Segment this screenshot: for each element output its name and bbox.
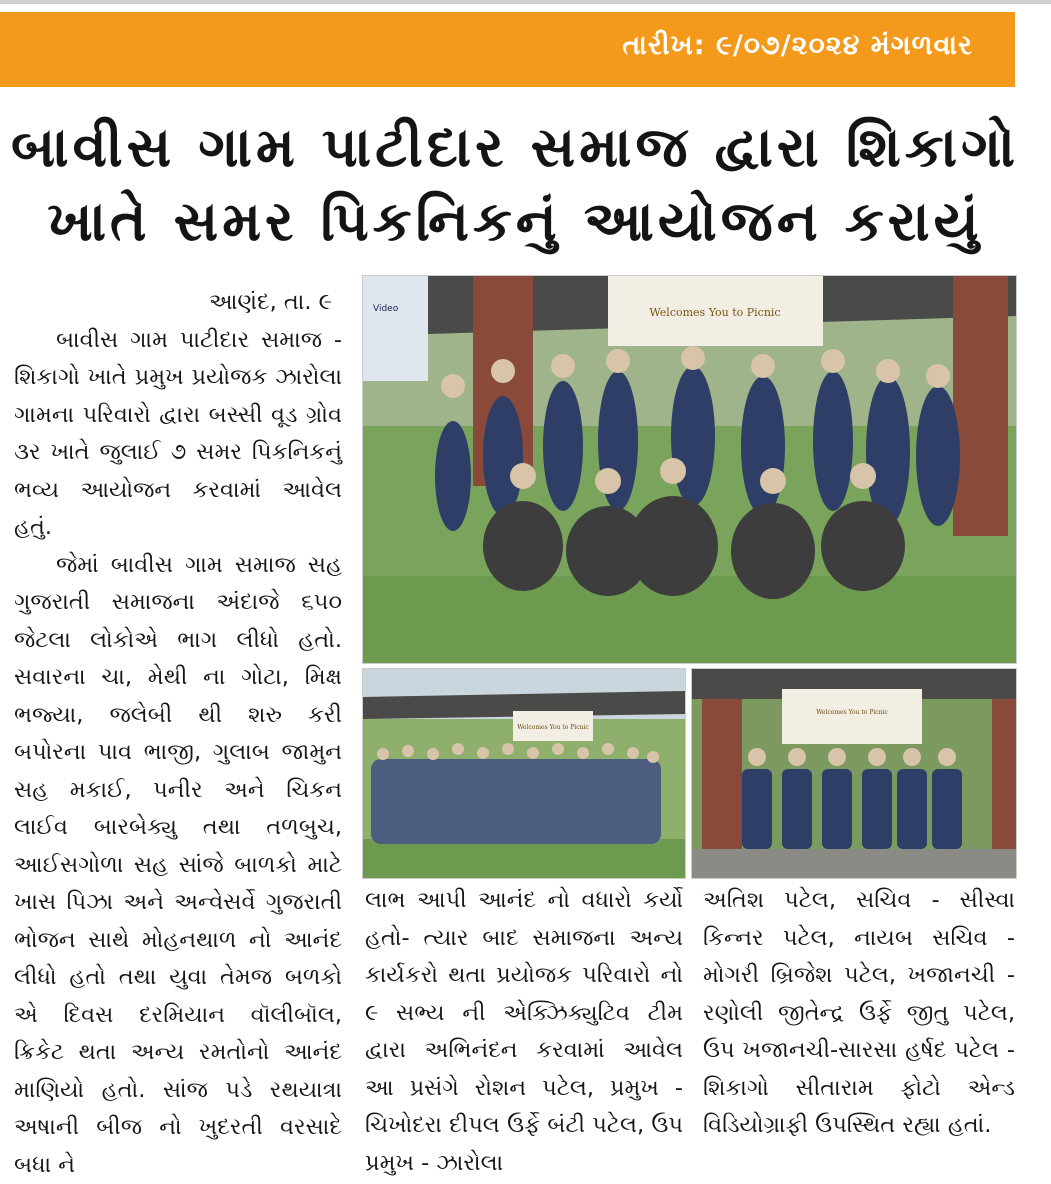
article-paragraph-1: બાવીસ ગામ પાટીદાર સમાજ - શિકાગો ખાતે પ્રમુખ પ્રયોજક ઝારોલા ગામના પરિવારો દ્વારા બસ્સી વૂડ ગ્રોવ ૩ર ખાતે જુલાઈ ૭ સમર પિકનિકનું ભવ્ય આયોજન કરવામાં આવેલ હતું.	[14, 326, 342, 540]
article-column-3-text: અતિશ પટેલ, સચિવ - સીસ્વા કિન્નર પટેલ, નાયબ સચિવ - મોગરી બ્રિજેશ પટેલ, ખજાનચી - રણોલી જીતેન્દ્ર ઉર્ફે જીતુ પટેલ, ઉપ ખજાનચી-સારસા હર્ષદ પટેલ - શિકાગો સીતારામ ફોટો એન્ડ વિડિયોગ્રાફી ઉપસ્થિત રહ્યા હતાં.	[703, 887, 1015, 1138]
article-column-3	[703, 882, 1015, 1145]
main-banner-text: Welcomes You to Picnic	[649, 306, 781, 319]
headline	[0, 110, 1030, 258]
headline-line-2: ખાતે સમર પિકનિકનું આયોજન કરાયું	[47, 189, 983, 253]
publication-date: તારીખ: ૯/૦૭/૨૦૨૪ મંગળવાર	[622, 30, 973, 61]
date-banner	[0, 12, 1015, 87]
crowd-photo	[362, 668, 686, 879]
dateline: આણંદ, તા. ૯	[208, 289, 332, 315]
committee-photo	[691, 668, 1017, 879]
article-column-2	[365, 882, 683, 1182]
left-banner-text: Welcomes You to Picnic	[517, 724, 589, 731]
article-paragraph-2: જેમાં બાવીસ ગામ સમાજ સહ ગુજરાતી સમાજના અંદાજે ૬૫૦ જેટલા લોકોએ ભાગ લીધો હતો. સવારના ચા, મેથી ના ગોટા, મિક્ષ ભજ્યા, જલેબી થી શરુ કરી બપોરના પાવ ભાજી, ગુલાબ જામુન સહ મકાઈ, પનીર અને ચિકન લાઈવ બારબેક્યુ તથા તળબુચ, આઈસગોળા સહ સાંજે બાળકો માટે ખાસ પિઝા અને અન્વેસર્વે ગુજરાતી ભોજન સાથે મોહનથાળ નો આનંદ લીધો હતો તથા યુવા તેમજ બળકો એ દિવસ દરમિયાન વૉલીબૉલ, ક્રિકેટ થતા અન્ય રમતોનો આનંદ માણિયો હતો. સાંજ પડે રથયાત્રા અષાની બીજ નો ખુદરતી વરસાદે બધા ને	[14, 551, 342, 1178]
top-rule	[0, 0, 1051, 4]
main-sign-text: Video	[373, 304, 399, 314]
article-column-1	[14, 284, 342, 1184]
article-column-2-text: લાભ આપી આનંદ નો વધારો કર્યો હતો- ત્યાર બાદ સમાજના અન્ય કાર્યકરો થતા પ્રયોજક પરિવારો નો ૯ સભ્ય ની એક્ઝિક્યુટિવ ટીમ દ્વારા અભિનંદન કરવામાં આવેલ આ પ્રસંગે રોશન પટેલ, પ્રમુખ - ચિખોદરા દીપલ ઉર્ફે બંટી પટેલ, ઉપ પ્રમુખ - ઝારોલા	[365, 887, 683, 1176]
right-banner-text: Welcomes You to Picnic	[816, 709, 888, 716]
headline-line-1: બાવીસ ગામ પાટીદાર સમાજ દ્વારા શિકાગો	[11, 115, 1019, 179]
main-group-photo	[362, 275, 1017, 664]
